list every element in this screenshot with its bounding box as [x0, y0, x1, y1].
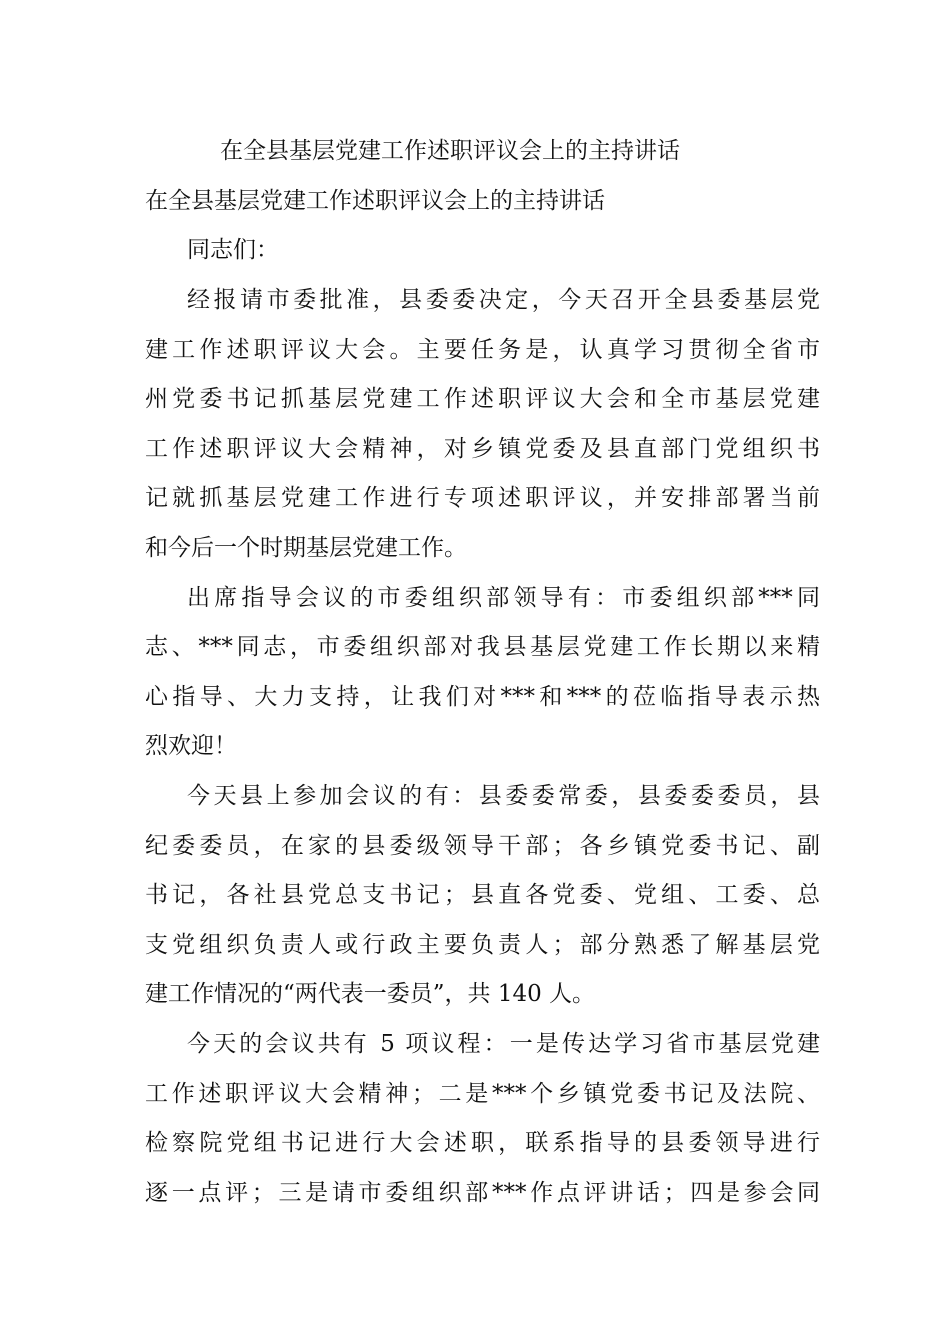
document-body — [145, 282, 820, 1224]
paragraph-line: 今天县上参加会议的有：县委委常委，县委委委员，县 — [187, 782, 820, 809]
paragraph-4 — [145, 1026, 820, 1224]
paragraph-line: 州党委书记抓基层党建工作述职评议大会和全市基层党建 — [145, 386, 820, 413]
paragraph-1 — [145, 282, 820, 580]
paragraph-line: 出席指导会议的市委组织部领导有：市委组织部***同 — [187, 584, 820, 611]
paragraph-3 — [145, 778, 820, 1026]
paragraph-line: 纪委委员，在家的县委级领导干部；各乡镇党委书记、副 — [145, 832, 820, 859]
paragraph-line: 经报请市委批准，县委委决定，今天召开全县委基层党 — [187, 287, 820, 313]
paragraph-line: 烈欢迎！ — [145, 733, 237, 760]
paragraph-line: 检察院党组书记进行大会述职，联系指导的县委领导进行 — [145, 1130, 820, 1157]
paragraph-line: 今天的会议共有 5 项议程：一是传达学习省市基层党建 — [187, 1030, 820, 1057]
paragraph-line: 工作述职评议大会精神；二是***个乡镇党委书记及法院、 — [145, 1080, 820, 1107]
paragraph-line: 逐一点评；三是请市委组织部***作点评讲话；四是参会同 — [145, 1179, 820, 1206]
paragraph-line: 心指导、大力支持，让我们对***和***的莅临指导表示热 — [145, 683, 820, 710]
salutation: 同志们： — [187, 237, 279, 263]
paragraph-line: 志、***同志，市委组织部对我县基层党建工作长期以来精 — [145, 634, 820, 661]
document-subtitle: 在全县基层党建工作述职评议会上的主持讲话 — [145, 188, 605, 214]
document-title: 在全县基层党建工作述职评议会上的主持讲话 — [220, 138, 680, 164]
paragraph-line: 建工作述职评议大会。主要任务是，认真学习贯彻全省市 — [145, 336, 820, 363]
paragraph-line: 工作述职评议大会精神，对乡镇党委及县直部门党组织书 — [145, 435, 820, 462]
paragraph-line: 和今后一个时期基层党建工作。 — [145, 534, 467, 561]
paragraph-line: 支党组织负责人或行政主要负责人；部分熟悉了解基层党 — [145, 931, 820, 958]
paragraph-line: 记就抓基层党建工作进行专项述职评议，并安排部署当前 — [145, 485, 820, 512]
paragraph-2 — [145, 580, 820, 778]
paragraph-line: 建工作情况的“两代表一委员”，共 140 人。 — [145, 981, 596, 1008]
paragraph-line: 书记，各社县党总支书记；县直各党委、党组、工委、总 — [145, 882, 820, 909]
